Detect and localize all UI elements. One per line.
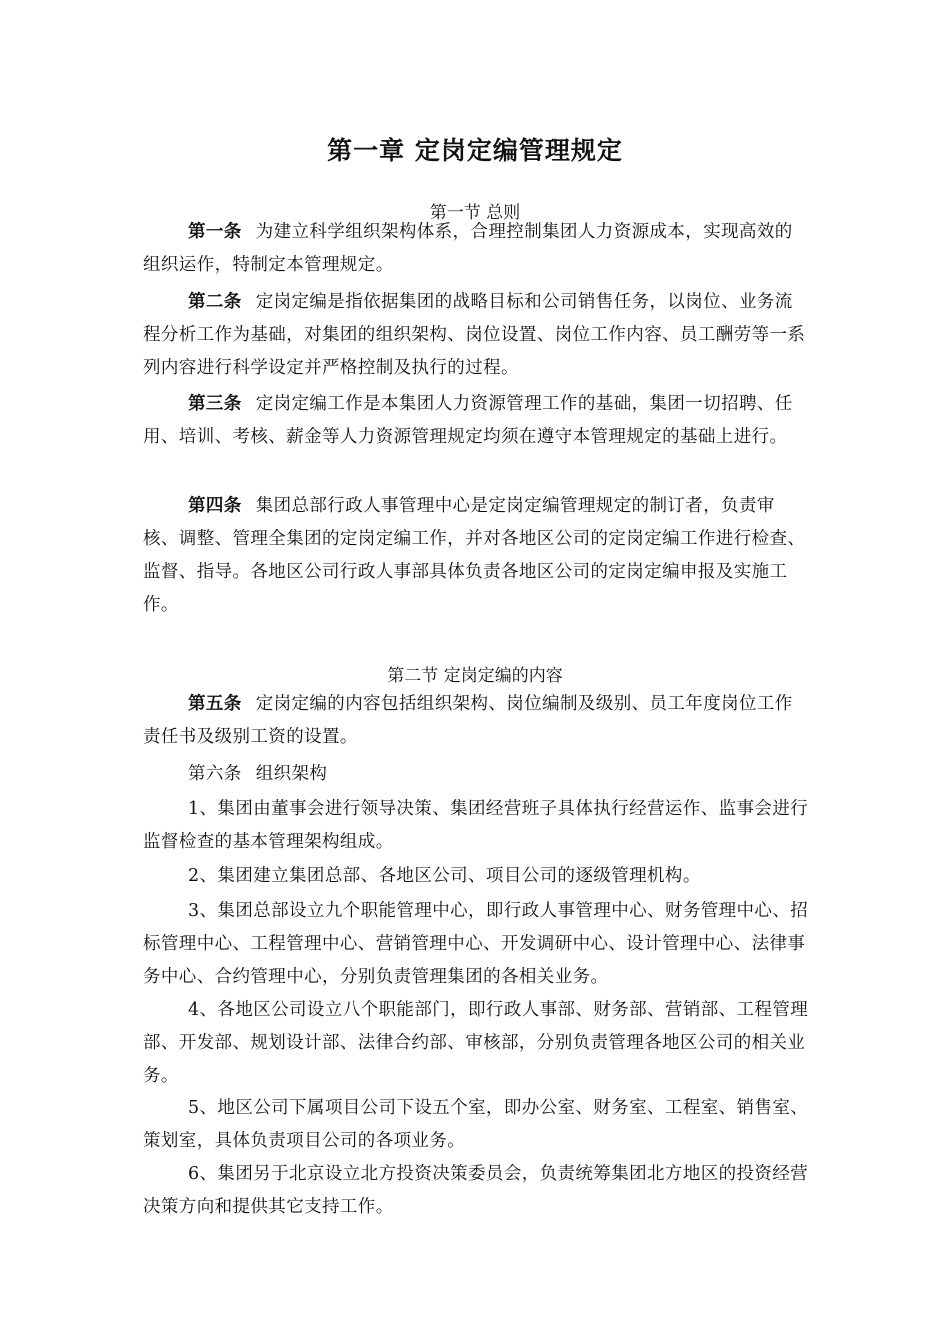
article-label: 第一条: [188, 222, 242, 242]
article-6: [143, 758, 809, 791]
article-label: 第五条: [188, 694, 242, 714]
section-title-general: 第一节 总则: [429, 203, 521, 223]
article-text: 为建立科学组织架构体系，合理控制集团人力资源成本，实现高效的组织运作，特制定本管理规定。: [143, 222, 793, 275]
article-text: 定岗定编的内容包括组织架构、岗位编制及级别、员工年度岗位工作责任书及级别工资的设置。: [143, 694, 793, 747]
list-item: 1、集团由董事会进行领导决策、集团经营班子具体执行经营运作、监事会进行监督检查的基本管理架构组成。: [143, 799, 809, 852]
list-item: 5、地区公司下属项目公司下设五个室，即办公室、财务室、工程室、销售室、策划室，具体负责项目公司的各项业务。: [143, 1098, 809, 1151]
list-item: 3、集团总部设立九个职能管理中心，即行政人事管理中心、财务管理中心、招标管理中心、工程管理中心、营销管理中心、开发调研中心、设计管理中心、法律事务中心、合约管理中心，分别负责管理集团的各相关业务。: [143, 901, 809, 987]
article-label: 第三条: [188, 394, 242, 414]
list-item: 4、各地区公司设立八个职能部门，即行政人事部、财务部、营销部、工程管理部、开发部、规划设计部、法律合约部、审核部，分别负责管理各地区公司的相关业务。: [143, 1000, 809, 1086]
article-text: 定岗定编工作是本集团人力资源管理工作的基础，集团一切招聘、任用、培训、考核、薪金等人力资源管理规定均须在遵守本管理规定的基础上进行。: [143, 394, 793, 447]
section-title-content: 第二节 定岗定编的内容: [387, 666, 563, 686]
article-4: [143, 490, 809, 622]
article-label: 第六条: [188, 764, 242, 784]
article-text: 组织架构: [255, 764, 328, 784]
article-3: [143, 388, 809, 454]
article-2: [143, 286, 809, 385]
article-text: 集团总部行政人事管理中心是定岗定编管理规定的制订者，负责审核、调整、管理全集团的定岗定编工作，并对各地区公司的定岗定编工作进行检查、监督、指导。各地区公司行政人事部具体负责各地区公司的定岗定编申报及实施工作。: [143, 496, 806, 615]
article-text: 定岗定编是指依据集团的战略目标和公司销售任务，以岗位、业务流程分析工作为基础，对集团的组织架构、岗位设置、岗位工作内容、员工酬劳等一系列内容进行科学设定并严格控制及执行的过程。: [143, 292, 806, 378]
article-5: [143, 688, 809, 754]
list-item: 2、集团建立集团总部、各地区公司、项目公司的逐级管理机构。: [188, 866, 701, 886]
list-item: 6、集团另于北京设立北方投资决策委员会，负责统筹集团北方地区的投资经营决策方向和提供其它支持工作。: [143, 1164, 809, 1217]
article-1: [143, 216, 809, 282]
chapter-title: 第一章 定岗定编管理规定: [327, 136, 623, 165]
article-label: 第二条: [188, 292, 242, 312]
article-label: 第四条: [188, 496, 242, 516]
